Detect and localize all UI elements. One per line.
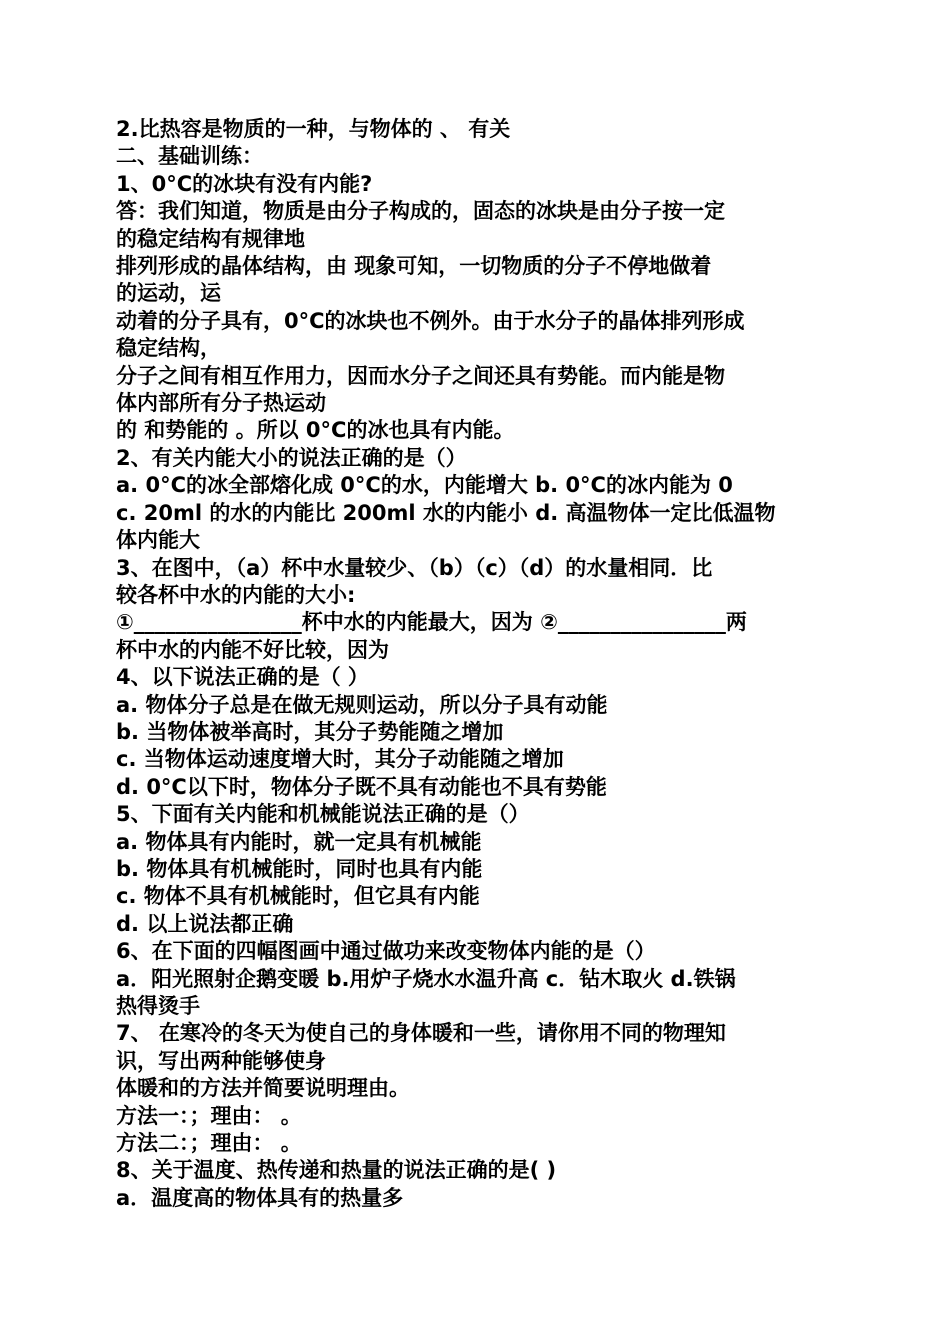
option-line: a. 0°C的冰全部熔化成 0°C的水，内能增大 b. 0°C的冰内能为 0: [116, 473, 733, 498]
text-line: 的稳定结构有规律地: [116, 226, 305, 251]
option-line: a．温度高的物体具有的热量多: [116, 1185, 404, 1210]
option-line: b. 当物体被举高时，其分子势能随之增加: [116, 719, 504, 744]
text-line: 较各杯中水的内能的大小:: [116, 582, 356, 607]
fill-in-line: ①________________杯中水的内能最大，因为 ②________________两: [116, 610, 747, 635]
question-1: 1、0°C的冰块有没有内能?: [116, 171, 373, 196]
question-3: 3、在图中，（a）杯中水量较少、（b）（c）（d）的水量相同．比: [116, 555, 713, 580]
text-line: 热得烫手: [116, 994, 200, 1018]
question-8: 8、关于温度、热传递和热量的说法正确的是( ): [116, 1158, 557, 1183]
text-line: 答：我们知道，物质是由分子构成的，固态的冰块是由分子按一定: [116, 199, 725, 224]
text-line: 体内部所有分子热运动: [116, 391, 326, 416]
text-line: 体暖和的方法并简要说明理由。: [116, 1076, 410, 1101]
text-line: 体内能大: [116, 528, 200, 553]
option-line: b. 物体具有机械能时，同时也具有内能: [116, 856, 483, 881]
section-heading: 二、基础训练：: [116, 144, 263, 169]
method-2-line: 方法二：；理由： 。: [116, 1131, 302, 1156]
document-body: [116, 116, 836, 1212]
text-line: 识，写出两种能够使身: [116, 1048, 326, 1073]
question-2: 2、有关内能大小的说法正确的是（）: [116, 445, 467, 470]
text-line: 杯中水的内能不好比较，因为: [116, 637, 389, 662]
method-1-line: 方法一：；理由： 。: [116, 1103, 302, 1128]
option-line: a. 物体具有内能时，就一定具有机械能: [116, 829, 482, 854]
text-line: 的 和势能的 。所以 0°C的冰也具有内能。: [116, 418, 515, 443]
question-4: 4、以下说法正确的是（ ）: [116, 665, 369, 690]
option-line: d. 以上说法都正确: [116, 911, 294, 936]
text-line: 的运动，运: [116, 281, 221, 306]
option-line: a. 物体分子总是在做无规则运动，所以分子具有动能: [116, 692, 608, 717]
option-line: c. 物体不具有机械能时，但它具有内能: [116, 884, 480, 909]
text-line: 2.比热容是物质的一种，与物体的 、 有关: [116, 117, 511, 141]
option-line: c. 20ml 的水的内能比 200ml 水的内能小 d. 高温物体一定比低温物: [116, 500, 776, 525]
text-line: 稳定结构，: [116, 336, 221, 361]
question-6: 6、在下面的四幅图画中通过做功来改变物体内能的是（）: [116, 939, 656, 964]
question-5: 5、下面有关内能和机械能说法正确的是（）: [116, 802, 530, 827]
text-line: 动着的分子具有，0°C的冰块也不例外。由于水分子的晶体排列形成: [116, 308, 745, 333]
option-line: a．阳光照射企鹅变暖 b.用炉子烧水水温升高 c．钻木取火 d.铁锅: [116, 966, 736, 991]
text-line: 分子之间有相互作用力，因而水分子之间还具有势能。而内能是物: [116, 363, 725, 388]
text-line: 排列形成的晶体结构，由 现象可知，一切物质的分子不停地做着: [116, 254, 712, 279]
option-line: c. 当物体运动速度增大时，其分子动能随之增加: [116, 747, 564, 772]
question-7: 7、 在寒冷的冬天为使自己的身体暖和一些，请你用不同的物理知: [116, 1021, 726, 1046]
option-line: d. 0°C以下时，物体分子既不具有动能也不具有势能: [116, 774, 607, 799]
